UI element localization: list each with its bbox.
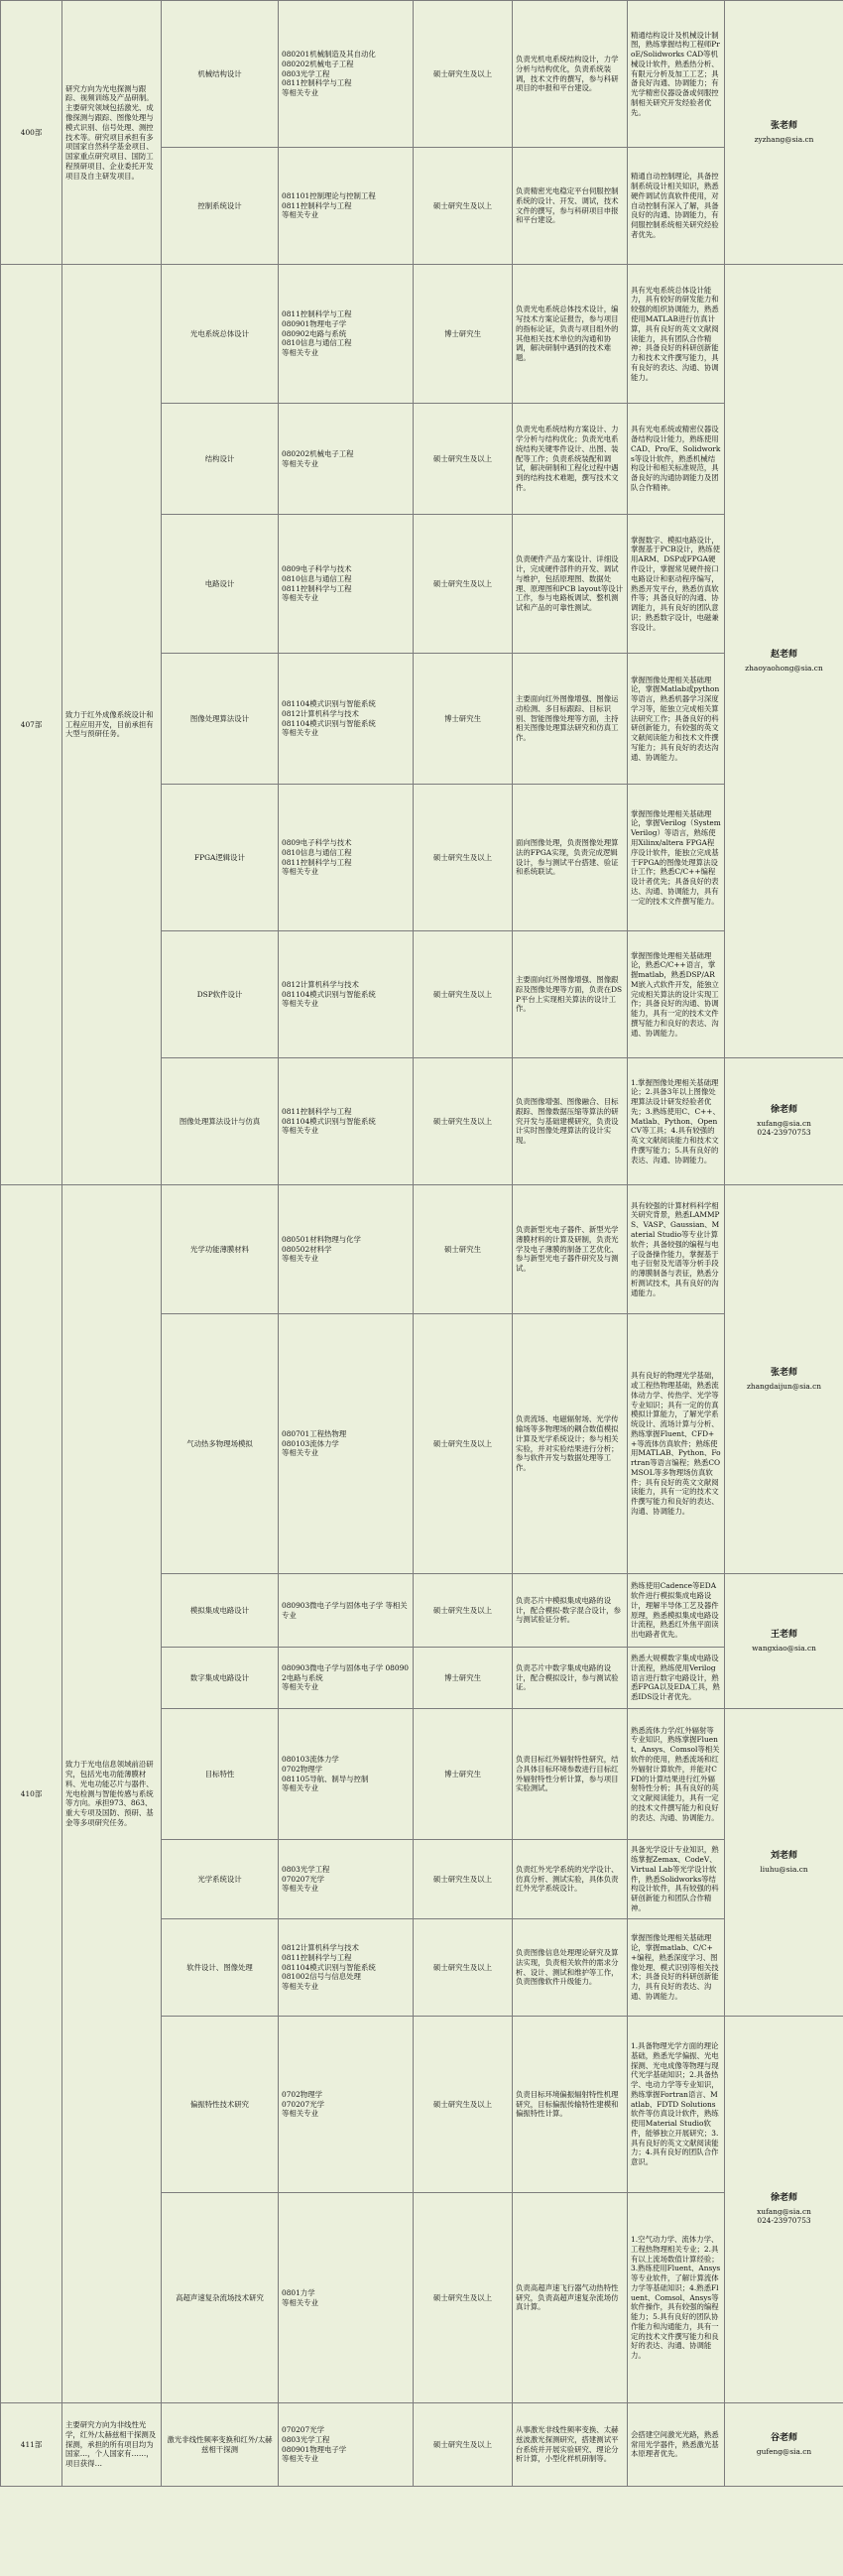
contact-email[interactable]: zyzhang@sia.cn bbox=[754, 134, 814, 144]
table-row bbox=[1, 2403, 843, 2487]
duty-cell: 主要面向红外图像增强、图像运动检测、多目标跟踪、目标识别、智能图像处理等方面，主持相关图像处理算法研究和仿真工作。 bbox=[513, 654, 628, 785]
contact-cell bbox=[725, 1574, 843, 1709]
position-name: 光学功能薄膜材料 bbox=[162, 1185, 279, 1314]
major-cell: 080103流体力学 0702物理学 081105导航、制导与控制 等相关专业 bbox=[279, 1709, 414, 1840]
contact-name: 徐老师 bbox=[770, 1104, 797, 1115]
duty-cell: 负责光电系统结构方案设计、力学分析与结构优化；负责光电系统结构关键零件设计、出图、装配等工作；负责系统装配和调试，解决研制和工程化过程中遇到的结构技术难题，撰写技术文件。 bbox=[513, 404, 628, 515]
requirement-cell: 具有良好的物理光学基础，或工程热物理基础，熟悉流体动力学、传热学、光学等专业知识；具有一定的仿真模拟计算能力，了解光学系统设计、流场计算与分析、熟练掌握Fluent、CFD++等流体仿真软件；熟练使用MATLAB、Python、Fortran等语言编程；熟悉COMSOL等多物理场仿真软件；具有良好的英文文献阅读能力，具有一定的技术文件撰写能力和良好的表达、沟通、协调能力。 bbox=[628, 1314, 725, 1574]
position-name: 光学系统设计 bbox=[162, 1840, 279, 1919]
contact-name: 刘老师 bbox=[770, 1850, 797, 1861]
contact-email[interactable]: liuhu@sia.cn bbox=[760, 1864, 808, 1874]
position-name: 模拟集成电路设计 bbox=[162, 1574, 279, 1648]
education-cell: 博士研究生 bbox=[414, 654, 513, 785]
dept-description: 研究方向为光电探测与跟踪、视频训练及产品研制。主要研究领域包括激光、成像探测与跟踪、图像处理与模式识别、信号处理、测控技术等。研究项目承担有多项国家自然科学基金项目、国家重点研究项目、国防工程预研项目、企业委托开发项目及自主研发项目。 bbox=[62, 1, 162, 265]
major-cell: 080501材料物理与化学 080502材料学 等相关专业 bbox=[279, 1185, 414, 1314]
major-cell: 0702物理学 070207光学 等相关专业 bbox=[279, 2017, 414, 2193]
contact-name: 王老师 bbox=[770, 1629, 797, 1640]
major-cell: 0801力学 等相关专业 bbox=[279, 2193, 414, 2403]
requirement-cell: 精通结构设计及机械设计制图，熟练掌握结构工程师ProE/Solidworks CAD等机械设计软件，熟悉热分析、有限元分析及加工工艺；具备良好沟通、协调能力；有光学精密仪器设备或伺服控制相关研究开发经验者优先。 bbox=[628, 1, 725, 148]
contact-email[interactable]: xufang@sia.cn bbox=[757, 2206, 811, 2216]
major-cell: 081101控制理论与控制工程 0811控制科学与工程 等相关专业 bbox=[279, 148, 414, 265]
table-row bbox=[1, 1185, 843, 1314]
major-cell: 0812计算机科学与技术 081104模式识别与智能系统 等相关专业 bbox=[279, 931, 414, 1058]
education-cell: 硕士研究生及以上 bbox=[414, 1, 513, 148]
position-name: 控制系统设计 bbox=[162, 148, 279, 265]
requirement-cell: 熟悉流体力学/红外辐射等专业知识，熟练掌握Fluent、Ansys、Comsol等相关软件的使用，熟悉流场和红外辐射计算软件，并能对CFD的计算结果进行红外辐射特性分析；具有良好的英文文献阅读能力，具有一定的技术文件撰写能力和良好的表达、沟通、协调能力。 bbox=[628, 1709, 725, 1840]
contact-phone: 024-23970753 bbox=[757, 2216, 811, 2226]
duty-cell: 从事激光非线性频率变换、太赫兹波激光探测研究，搭建测试平台系统并开展实验研究、理论分析计算，小型化样机研制等。 bbox=[513, 2403, 628, 2487]
education-cell: 硕士研究生及以上 bbox=[414, 2017, 513, 2193]
requirement-cell: 熟练使用Cadence等EDA软件进行模拟集成电路设计，理解半导体工艺及器件原理，熟悉模拟集成电路设计流程，熟悉红外焦平面读出电路者优先。 bbox=[628, 1574, 725, 1648]
position-name: FPGA逻辑设计 bbox=[162, 785, 279, 931]
position-name: 数字集成电路设计 bbox=[162, 1648, 279, 1709]
dept-number: 400部 bbox=[1, 1, 62, 265]
major-cell: 070207光学 0803光学工程 080901物理电子学 等相关专业 bbox=[279, 2403, 414, 2487]
duty-cell: 负责光电系统总体技术设计，编写技术方案论证报告，参与项目的指标论证，负责与项目组外的其他相关技术单位的沟通和协调，解决研制中遇到的技术难题。 bbox=[513, 265, 628, 404]
major-cell: 080903微电子学与固体电子学 等相关专业 bbox=[279, 1574, 414, 1648]
education-cell: 硕士研究生及以上 bbox=[414, 1058, 513, 1185]
requirement-cell: 具有光电系统总体设计能力，具有较好的研发能力和较强的组织协调能力，熟悉使用MATLAB进行仿真计算，具有良好的英文文献阅读能力，具有团队合作精神；具备良好的科研创新能力和技术文件撰写能力，具有良好的表达、沟通、协调能力。 bbox=[628, 265, 725, 404]
duty-cell: 负责图像增强、图像融合、目标跟踪、图像数据压缩等算法的研究开发与基础建模研究，负责设计实时图像处理算法的设计实现。 bbox=[513, 1058, 628, 1185]
dept-description: 主要研究方向为非线性光学，红外/太赫兹相干探测及探测，承担的所有项目均为国家…，个人国家有……，项目获得… bbox=[62, 2403, 162, 2487]
requirement-cell: 掌握图像处理相关基础理论，掌握matlab、C/C++编程，熟悉深度学习、图像处理、模式识别等相关技术；具备良好的科研创新能力，具有良好的表达、沟通、协调能力。 bbox=[628, 1919, 725, 2017]
major-cell: 080201机械制造及其自动化 080202机械电子工程 0803光学工程 0811控制科学与工程 等相关专业 bbox=[279, 1, 414, 148]
duty-cell: 负责芯片中模拟集成电路的设计，配合模拟-数字混合设计，参与测试验证分析。 bbox=[513, 1574, 628, 1648]
position-name: 电路设计 bbox=[162, 515, 279, 654]
position-name: 图像处理算法设计与仿真 bbox=[162, 1058, 279, 1185]
education-cell: 硕士研究生及以上 bbox=[414, 1574, 513, 1648]
education-cell: 硕士研究生及以上 bbox=[414, 931, 513, 1058]
education-cell: 硕士研究生及以上 bbox=[414, 1314, 513, 1574]
contact-name: 徐老师 bbox=[770, 2192, 797, 2203]
contact-cell bbox=[725, 2403, 843, 2487]
position-name: 激光非线性频率变换和红外/太赫兹相干探测 bbox=[162, 2403, 279, 2487]
education-cell: 博士研究生 bbox=[414, 1709, 513, 1840]
education-cell: 硕士研究生及以上 bbox=[414, 785, 513, 931]
duty-cell: 面向图像处理，负责图像处理算法的FPGA实现，负责完成逻辑设计，参与测试平台搭建、验证和系统联试。 bbox=[513, 785, 628, 931]
contact-name: 张老师 bbox=[770, 120, 797, 131]
major-cell: 080701工程热物理 080103流体力学 等相关专业 bbox=[279, 1314, 414, 1574]
requirement-cell: 精通自动控制理论，具备控制系统设计相关知识，熟悉硬件调试仿真软件使用，对自动控制有深入了解，具备良好的沟通、协调能力，有伺服控制系统相关研究经验者优先。 bbox=[628, 148, 725, 265]
contact-email[interactable]: wangxiao@sia.cn bbox=[752, 1643, 816, 1653]
requirement-cell: 掌握图像处理相关基础理论，掌握Matlab或python等语言，熟悉机器学习深度学习等，能独立完成相关算法研究工作；具备良好的科研创新能力，有较强的英文文献阅读能力和技术文件撰写能力；具有良好的表达沟通、协调能力。 bbox=[628, 654, 725, 785]
education-cell: 博士研究生 bbox=[414, 1648, 513, 1709]
contact-cell bbox=[725, 1, 843, 265]
contact-email[interactable]: gufeng@sia.cn bbox=[756, 2446, 812, 2456]
contact-cell bbox=[725, 265, 843, 1058]
duty-cell: 负责光机电系统结构设计，力学分析与结构优化，负责系统装调，技术文件的撰写，参与科研项目的申报和平台建设。 bbox=[513, 1, 628, 148]
major-cell: 0803光学工程 070207光学 等相关专业 bbox=[279, 1840, 414, 1919]
contact-cell bbox=[725, 1709, 843, 2017]
education-cell: 硕士研究生及以上 bbox=[414, 2403, 513, 2487]
requirement-cell: 1.空气动力学、流体力学、工程热物理相关专业；2.具有以上流场数值计算经验；3.熟练使用Fluent、Ansys等专业软件，了解计算流体力学等基础知识；4.熟悉Fluent、Comsol、Ansys等软件操作，具有较强的编程能力；5.具有良好的团队协作能力和沟通能力，具有一定的技术文件撰写能力和良好的表达、沟通、协调能力。 bbox=[628, 2193, 725, 2403]
education-cell: 硕士研究生及以上 bbox=[414, 2193, 513, 2403]
duty-cell: 负责图像信息处理理论研究及算法实现，负责相关软件的需求分析、设计、测试和维护等工作，负责图像软件升级能力。 bbox=[513, 1919, 628, 2017]
duty-cell: 负责目标红外辐射特性研究，结合具体目标环境参数进行目标红外辐射特性分析计算，参与项目实验测试。 bbox=[513, 1709, 628, 1840]
major-cell: 080202机械电子工程 等相关专业 bbox=[279, 404, 414, 515]
contact-email[interactable]: zhangdaijun@sia.cn bbox=[746, 1381, 822, 1391]
position-name: 目标特性 bbox=[162, 1709, 279, 1840]
contact-cell bbox=[725, 1058, 843, 1185]
education-cell: 硕士研究生及以上 bbox=[414, 1919, 513, 2017]
duty-cell: 负责红外光学系统的光学设计、仿真分析、测试实验，具体负责红外光学系统设计。 bbox=[513, 1840, 628, 1919]
education-cell: 硕士研究生 bbox=[414, 1185, 513, 1314]
major-cell: 0809电子科学与技术 0810信息与通信工程 0811控制科学与工程 等相关专业 bbox=[279, 785, 414, 931]
requirement-cell: 熟悉大规模数字集成电路设计流程，熟练使用Verilog语言进行数字电路设计，熟悉FPGA以及EDA工具，熟悉IDS设计者优先。 bbox=[628, 1648, 725, 1709]
dept-number: 407部 bbox=[1, 265, 62, 1185]
duty-cell: 负责精密光电稳定平台伺服控制系统的设计、开发、调试，技术文件的撰写，参与科研项目申报和平台建设。 bbox=[513, 148, 628, 265]
major-cell: 081104模式识别与智能系统 0812计算机科学与技术 081104模式识别与智能系统 等相关专业 bbox=[279, 654, 414, 785]
requirement-cell: 具备光学设计专业知识，熟练掌握Zemax、CodeV、Virtual Lab等光学设计软件，熟悉Solidworks等结构设计软件，具有较强的科研创新能力和团队合作精神。 bbox=[628, 1840, 725, 1919]
duty-cell: 负责高超声速飞行器气动热特性研究，负责高超声速复杂流场仿真计算。 bbox=[513, 2193, 628, 2403]
education-cell: 硕士研究生及以上 bbox=[414, 148, 513, 265]
duty-cell: 负责新型光电子器件、新型光学薄膜材料的计算及研制，负责光学及电子薄膜的制备工艺优化、参与新型光电子器件研究及与测试。 bbox=[513, 1185, 628, 1314]
table-row bbox=[1, 1, 843, 148]
contact-email[interactable]: xufang@sia.cn bbox=[757, 1118, 811, 1128]
requirement-cell: 掌握图像处理相关基础理论，熟悉C/C++语言，掌握matlab，熟悉DSP/ARM嵌入式软件开发，能独立完成相关算法的设计实现工作；具备良好的沟通、协调能力，具有一定的技术文件撰写能力和良好的表达、沟通、协调能力。 bbox=[628, 931, 725, 1058]
contact-email[interactable]: zhaoyaohong@sia.cn bbox=[745, 663, 823, 673]
duty-cell: 负责硬件产品方案设计、详细设计，完成硬件部件的开发、调试与维护，包括原理图、数据处理、原理图和PCB layout等设计工作，参与电路板调试、整机测试和产品的可靠性测试。 bbox=[513, 515, 628, 654]
major-cell: 0811控制科学与工程 080901物理电子学 080902电路与系统 0810信息与通信工程 等相关专业 bbox=[279, 265, 414, 404]
contact-name: 谷老师 bbox=[770, 2432, 797, 2443]
requirement-cell: 1.具备物理光学方面的理论基础，熟悉光学偏振、光电探测、光电成像等物理与现代光学基础知识；2.具备热学、电动力学等专业知识，熟练掌握Fortran语言、Matlab、FDTD Solutions软件等仿真设计软件，熟练使用Material Studio软件，能够独立开展研究；3.具有良好的英文文献阅读能力；4.具有良好的团队合作意识。 bbox=[628, 2017, 725, 2193]
position-name: 结构设计 bbox=[162, 404, 279, 515]
position-name: 高超声速复杂流场技术研究 bbox=[162, 2193, 279, 2403]
dept-description: 致力于光电信息领域前沿研究，包括光电功能薄膜材料、光电功能芯片与器件、光电检测与智能传感与系统等方向。承担973、863、重大专项及国防、预研、基金等多项研究任务。 bbox=[62, 1185, 162, 2403]
requirement-cell: 掌握图像处理相关基础理论，掌握Verilog（SystemVerilog）等语言，熟练使用Xilinx/altera FPGA程序设计软件，能独立完成基于FPGA的图像处理算法设计工作；熟悉C/C++编程设计者优先；具备良好的表达、沟通、协调能力，具有一定的技术文件撰写能力。 bbox=[628, 785, 725, 931]
contact-cell bbox=[725, 1185, 843, 1574]
requirement-cell: 会搭建空间激光光路，熟悉常用光学器件，熟悉激光基本原理者优先。 bbox=[628, 2403, 725, 2487]
position-name: 软件设计、图像处理 bbox=[162, 1919, 279, 2017]
dept-number: 410部 bbox=[1, 1185, 62, 2403]
requirement-cell: 掌握数字、模拟电路设计，掌握基于PCB设计，熟练使用ARM、DSP或FPGA硬件设计，掌握常见硬件接口电路设计和驱动程序编写，熟悉开发平台，熟悉仿真软件等；具备良好的沟通、协调能力，具有良好的团队意识；熟悉数字设计，电磁兼容设计。 bbox=[628, 515, 725, 654]
education-cell: 硕士研究生及以上 bbox=[414, 404, 513, 515]
requirement-cell: 具有光电系统或精密仪器设备结构设计能力，熟练使用CAD、Pro/E、Solidworks等设计软件，熟悉机械结构设计和相关标准规范，具备良好的沟通协调能力及团队合作精神。 bbox=[628, 404, 725, 515]
position-name: DSP软件设计 bbox=[162, 931, 279, 1058]
major-cell: 0809电子科学与技术 0810信息与通信工程 0811控制科学与工程 等相关专业 bbox=[279, 515, 414, 654]
contact-name: 赵老师 bbox=[770, 649, 797, 660]
requirement-cell: 1.掌握图像处理相关基础理论；2.具备3年以上图像处理算法设计研发经验者优先；3.熟练使用C、C++、Matlab、Python、OpenCV等工具；4.具有较强的英文文献阅读能力和技术文件撰写能力；5.具有良好的表达、沟通、协调能力。 bbox=[628, 1058, 725, 1185]
duty-cell: 主要面向红外图像增强、图像跟踪及图像处理等方面，负责在DSP平台上实现相关算法的设计工作。 bbox=[513, 931, 628, 1058]
position-name: 图像处理算法设计 bbox=[162, 654, 279, 785]
position-name: 偏振特性技术研究 bbox=[162, 2017, 279, 2193]
dept-description: 致力于红外成像系统设计和工程应用开发，目前承担有大型与预研任务。 bbox=[62, 265, 162, 1185]
position-name: 光电系统总体设计 bbox=[162, 265, 279, 404]
table-row bbox=[1, 265, 843, 404]
major-cell: 0812计算机科学与技术 0811控制科学与工程 081104模式识别与智能系统 081002信号与信息处理 等相关专业 bbox=[279, 1919, 414, 2017]
duty-cell: 负责芯片中数字集成电路的设计，配合模拟设计，参与测试验证。 bbox=[513, 1648, 628, 1709]
dept-number: 411部 bbox=[1, 2403, 62, 2487]
contact-cell bbox=[725, 2017, 843, 2403]
duty-cell: 负责目标环境偏振辐射特性机理研究，目标偏振传输特性建模和偏振特性计算。 bbox=[513, 2017, 628, 2193]
education-cell: 硕士研究生及以上 bbox=[414, 1840, 513, 1919]
education-cell: 硕士研究生及以上 bbox=[414, 515, 513, 654]
major-cell: 0811控制科学与工程 081104模式识别与智能系统 等相关专业 bbox=[279, 1058, 414, 1185]
duty-cell: 负责流场、电磁辐射场、光学传输场等多物理场的耦合数值模拟计算及光学系统设计；参与相关实验，并对实验结果进行分析；参与软件开发与数据处理等工作。 bbox=[513, 1314, 628, 1574]
major-cell: 080903微电子学与固体电子学 080902电路与系统 等相关专业 bbox=[279, 1648, 414, 1709]
position-name: 机械结构设计 bbox=[162, 1, 279, 148]
requirement-cell: 具有较强的计算材料科学相关研究背景，熟悉LAMMPS、VASP、Gaussian、Material Studio等专业计算软件；具备较强的编程与电子设备操作能力，掌握基于电子衍射及光谱等分析手段的薄膜制备与表征，熟悉分析测试技术，具有良好的沟通能力。 bbox=[628, 1185, 725, 1314]
position-name: 气动热多物理场模拟 bbox=[162, 1314, 279, 1574]
contact-name: 张老师 bbox=[770, 1367, 797, 1378]
contact-phone: 024-23970753 bbox=[757, 1128, 811, 1138]
education-cell: 博士研究生 bbox=[414, 265, 513, 404]
